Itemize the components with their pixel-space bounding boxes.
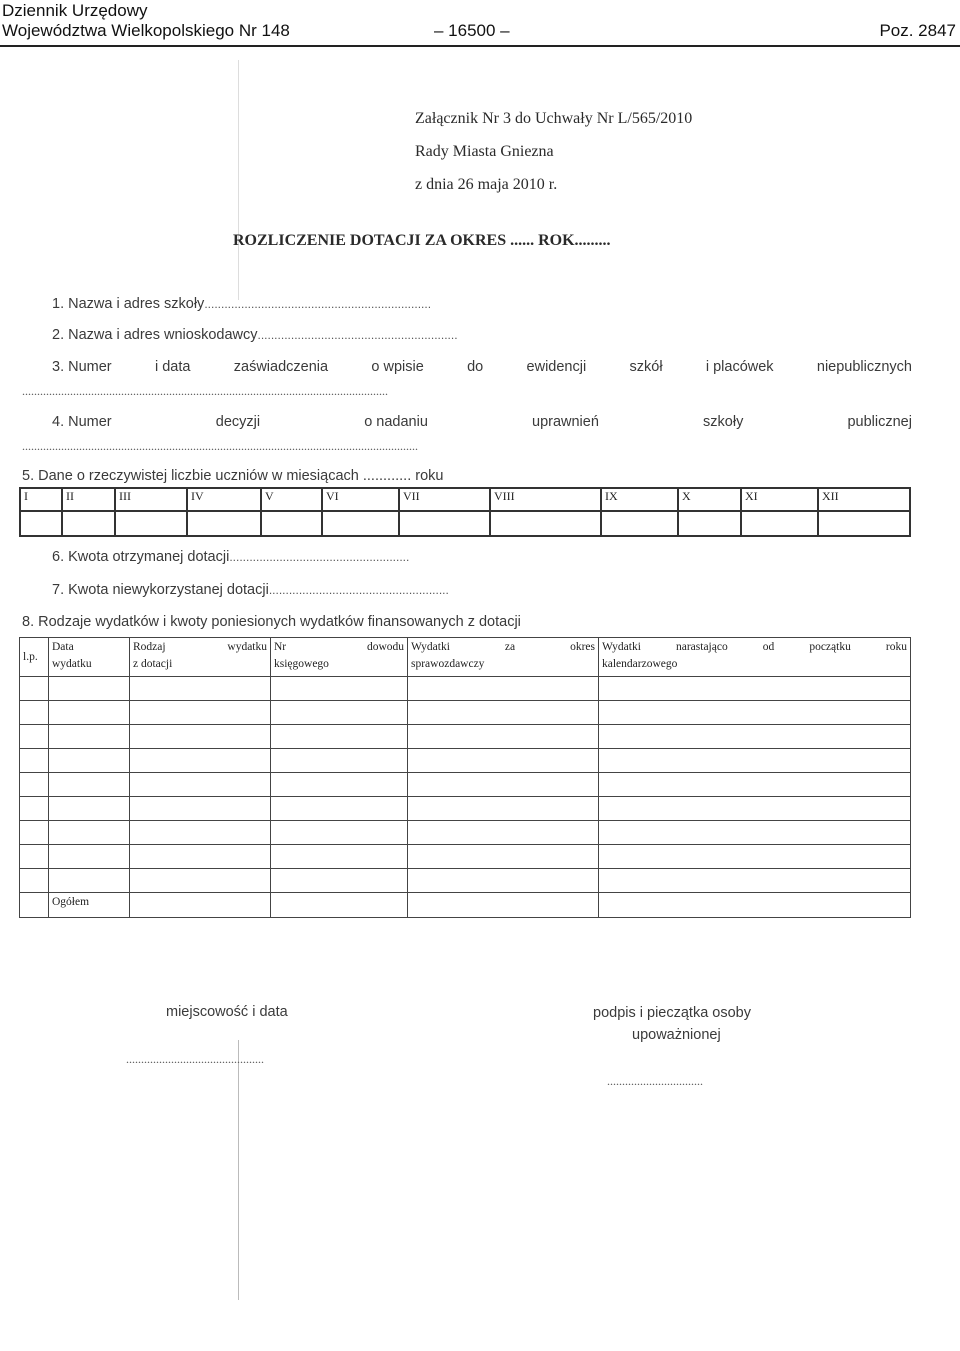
table-row: [20, 773, 911, 797]
table-row: [20, 845, 911, 869]
item-7: [52, 582, 449, 598]
page-header: [0, 0, 960, 48]
table-row: [20, 701, 911, 725]
value-cell[interactable]: [115, 511, 187, 536]
col-date-line2: wydatku: [52, 658, 92, 670]
month-cell: II: [62, 488, 115, 511]
table-row: [20, 725, 911, 749]
col-period: [408, 638, 599, 677]
scan-artifact: [238, 1040, 239, 1300]
item-3-word: do: [467, 359, 484, 375]
item-6-label: 6. Kwota otrzymanej dotacji: [52, 549, 230, 565]
month-cell: X: [678, 488, 741, 511]
month-cell: VI: [322, 488, 399, 511]
item-4-word: publicznej: [847, 414, 912, 430]
col-kind: [130, 638, 271, 677]
col-kind-word: Rodzaj: [133, 641, 166, 653]
signature-label-line1: podpis i pieczątka osoby: [593, 1005, 751, 1021]
item-4-word: szkoły: [703, 414, 744, 430]
item-6: [52, 549, 409, 565]
attachment-line2: Rady Miasta Gniezna: [415, 143, 554, 160]
form-title: ROZLICZENIE DOTACJI ZA OKRES ...... ROK.........: [233, 232, 611, 249]
item-4-word: 4. Numer: [52, 414, 112, 430]
item-3: [52, 359, 912, 375]
value-cell[interactable]: [601, 511, 678, 536]
item-3-word: i data: [154, 359, 191, 375]
item-6-dots: ......................................................: [229, 550, 410, 564]
item-3-word: szkół: [629, 359, 663, 375]
item-1-label: 1. Nazwa i adres szkoły: [52, 296, 205, 312]
months-values-row: [20, 511, 910, 536]
value-cell[interactable]: [741, 511, 818, 536]
month-cell: VII: [399, 488, 490, 511]
place-date-dots: ..............................................: [126, 1052, 264, 1066]
item-3-word: 3. Numer: [52, 359, 112, 375]
col-period-word: za: [504, 641, 516, 653]
col-cum-word: Wydatki: [602, 641, 641, 653]
table-row: [20, 869, 911, 893]
month-cell: V: [261, 488, 322, 511]
month-cell: IX: [601, 488, 678, 511]
table-row: [20, 797, 911, 821]
journal-title-line1: Dziennik Urzędowy: [2, 1, 148, 20]
item-3-dots: ..........................................................................................................................: [22, 384, 388, 398]
month-cell: IV: [187, 488, 261, 511]
item-3-word: i placówek: [705, 359, 774, 375]
item-3-word: zaświadczenia: [233, 359, 329, 375]
table-row: [20, 749, 911, 773]
item-4-word: decyzji: [215, 414, 261, 430]
item-7-label: 7. Kwota niewykorzystanej dotacji: [52, 582, 269, 598]
attachment-line1: Załącznik Nr 3 do Uchwały Nr L/565/2010: [415, 110, 693, 127]
place-date-label: miejscowość i data: [166, 1004, 288, 1020]
item-7-dots: ......................................................: [268, 583, 449, 597]
item-4-dots: ....................................................................................................................................: [22, 439, 418, 453]
item-4: [52, 414, 912, 430]
total-label: Ogółem: [49, 893, 130, 918]
month-cell: XI: [741, 488, 818, 511]
col-doc-word: Nr: [274, 641, 287, 653]
attachment-line3: z dnia 26 maja 2010 r.: [415, 176, 558, 193]
item-3-word: ewidencji: [526, 359, 587, 375]
scan-artifact: [238, 60, 239, 300]
col-cum-word: roku: [885, 641, 907, 653]
col-cum-line2: kalendarzowego: [602, 658, 678, 670]
value-cell[interactable]: [818, 511, 910, 536]
value-cell[interactable]: [678, 511, 741, 536]
col-cum-word: narastająco: [675, 641, 728, 653]
item-8-label: 8. Rodzaje wydatków i kwoty poniesionych wydatków finansowanych z dotacji: [22, 614, 521, 630]
value-cell[interactable]: [261, 511, 322, 536]
month-cell: XII: [818, 488, 910, 511]
item-1-dots: ....................................................................: [204, 297, 432, 311]
col-doc-word: dowodu: [366, 641, 404, 653]
month-cell: I: [20, 488, 62, 511]
item-2: [52, 327, 458, 343]
table-row: [20, 677, 911, 701]
value-cell[interactable]: [490, 511, 601, 536]
value-cell[interactable]: [399, 511, 490, 536]
expenses-table: [19, 637, 911, 918]
col-doc: [271, 638, 408, 677]
position-number: Poz. 2847: [879, 21, 956, 40]
month-cell: III: [115, 488, 187, 511]
item-4-word: uprawnień: [532, 414, 599, 430]
col-period-line2: sprawozdawczy: [411, 658, 485, 670]
col-cum-word: od: [762, 641, 775, 653]
item-3-word: o wpisie: [371, 359, 424, 375]
col-date: [49, 638, 130, 677]
col-cum-word: początku: [809, 641, 851, 653]
signature-label-line2: upoważnionej: [632, 1027, 721, 1043]
item-1: [52, 296, 431, 312]
table-row: [20, 821, 911, 845]
header-rule: [0, 45, 960, 47]
item-3-word: niepublicznych: [816, 359, 912, 375]
col-date-line1: Data: [52, 641, 74, 653]
value-cell[interactable]: [187, 511, 261, 536]
value-cell[interactable]: [322, 511, 399, 536]
page-number: – 16500 –: [434, 21, 510, 40]
expenses-header-row: [20, 638, 911, 677]
col-kind-word: wydatku: [227, 641, 267, 653]
journal-title-line2: Województwa Wielkopolskiego Nr 148: [2, 21, 290, 40]
item-5-label: 5. Dane o rzeczywistej liczbie uczniów w miesiącach ............ roku: [22, 468, 444, 484]
item-2-label: 2. Nazwa i adres wnioskodawcy: [52, 327, 258, 343]
item-4-word: o nadaniu: [364, 414, 428, 430]
month-cell: VIII: [490, 488, 601, 511]
value-cell[interactable]: [20, 511, 62, 536]
col-period-word: Wydatki: [411, 641, 450, 653]
months-header-row: [20, 488, 910, 511]
col-doc-line2: księgowego: [274, 658, 329, 670]
col-lp: l.p.: [20, 638, 49, 677]
col-kind-line2: z dotacji: [133, 658, 173, 670]
signature-dots: ................................: [607, 1074, 703, 1088]
item-2-dots: ............................................................: [257, 328, 458, 342]
col-cumulative: [599, 638, 911, 677]
value-cell[interactable]: [62, 511, 115, 536]
total-row: [20, 893, 911, 918]
col-period-word: okres: [570, 641, 595, 653]
months-table: [19, 487, 911, 537]
